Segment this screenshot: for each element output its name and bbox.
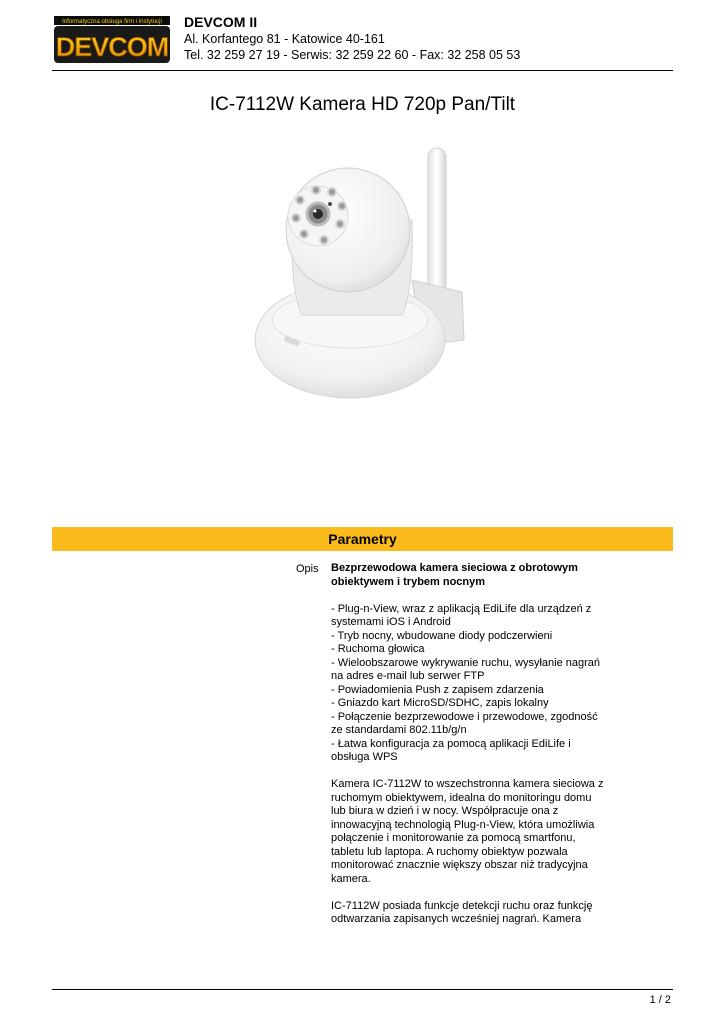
company-contact: Tel. 32 259 27 19 - Serwis: 32 259 22 60 - Fax: 32 258 05 53	[184, 48, 521, 62]
description-paragraph: Kamera IC-7112W to wszechstronna kamera sieciowa z ruchomym obiektywem, idealna do monitoringu domu lub biura w dzień i w nocy. Współpracuje ona z innowacyjną technologią Plug-n-View, która umożliwia połączenie i monitorowanie za pomocą smartfonu, tabletu lub laptopa. A ruchomy obiektyw pozwala monitorować znacznie większy obszar niż tradycyjna kamera.	[331, 778, 604, 885]
feature-item: - Powiadomienia Push z zapisem zdarzenia	[331, 683, 544, 696]
logo-tagline: Informatyczna obsługa firm i instytucji	[62, 19, 162, 25]
feature-list	[331, 603, 606, 765]
camera-product-image	[222, 140, 480, 410]
description-heading: Bezprzewodowa kamera sieciowa z obrotowym obiektywem i trybem nocnym	[331, 562, 578, 588]
devcom-logo	[52, 16, 172, 64]
param-label: Opis	[296, 563, 319, 575]
company-name: DEVCOM II	[184, 14, 258, 30]
section-title: Parametry	[328, 531, 397, 547]
logo-text: DEVCOM	[55, 32, 169, 62]
footer-divider	[52, 989, 673, 990]
company-info	[184, 14, 520, 63]
description-paragraph: IC-7112W posiada funkcje detekcji ruchu oraz funkcję odtwarzania zapisanych wcześniej nagrań. Kamera	[331, 899, 593, 925]
feature-item: - Gniazdo kart MicroSD/SDHC, zapis lokalny	[331, 697, 549, 709]
feature-item: - Połączenie bezprzewodowe i przewodowe, zgodność ze standardami 802.11b/g/n	[331, 710, 598, 736]
product-title: IC-7112W Kamera HD 720p Pan/Tilt	[209, 94, 516, 115]
company-address: Al. Korfantego 81 - Katowice 40-161	[184, 32, 385, 46]
feature-item: - Tryb nocny, wbudowane diody podczerwieni	[331, 629, 553, 642]
feature-item: - Ruchoma głowica	[331, 643, 425, 655]
page-number: 1 / 2	[649, 994, 671, 1006]
param-description	[331, 562, 606, 927]
page-header	[52, 14, 672, 72]
feature-item: - Łatwa konfiguracja za pomocą aplikacji EdiLife i obsługa WPS	[331, 737, 571, 763]
feature-item: - Plug-n-View, wraz z aplikacją EdiLife dla urządzeń z systemami iOS i Android	[331, 602, 592, 628]
header-divider	[52, 70, 673, 71]
section-header	[52, 527, 673, 551]
feature-item: - Wieloobszarowe wykrywanie ruchu, wysyłanie nagrań na adres e-mail lub serwer FTP	[331, 656, 601, 682]
